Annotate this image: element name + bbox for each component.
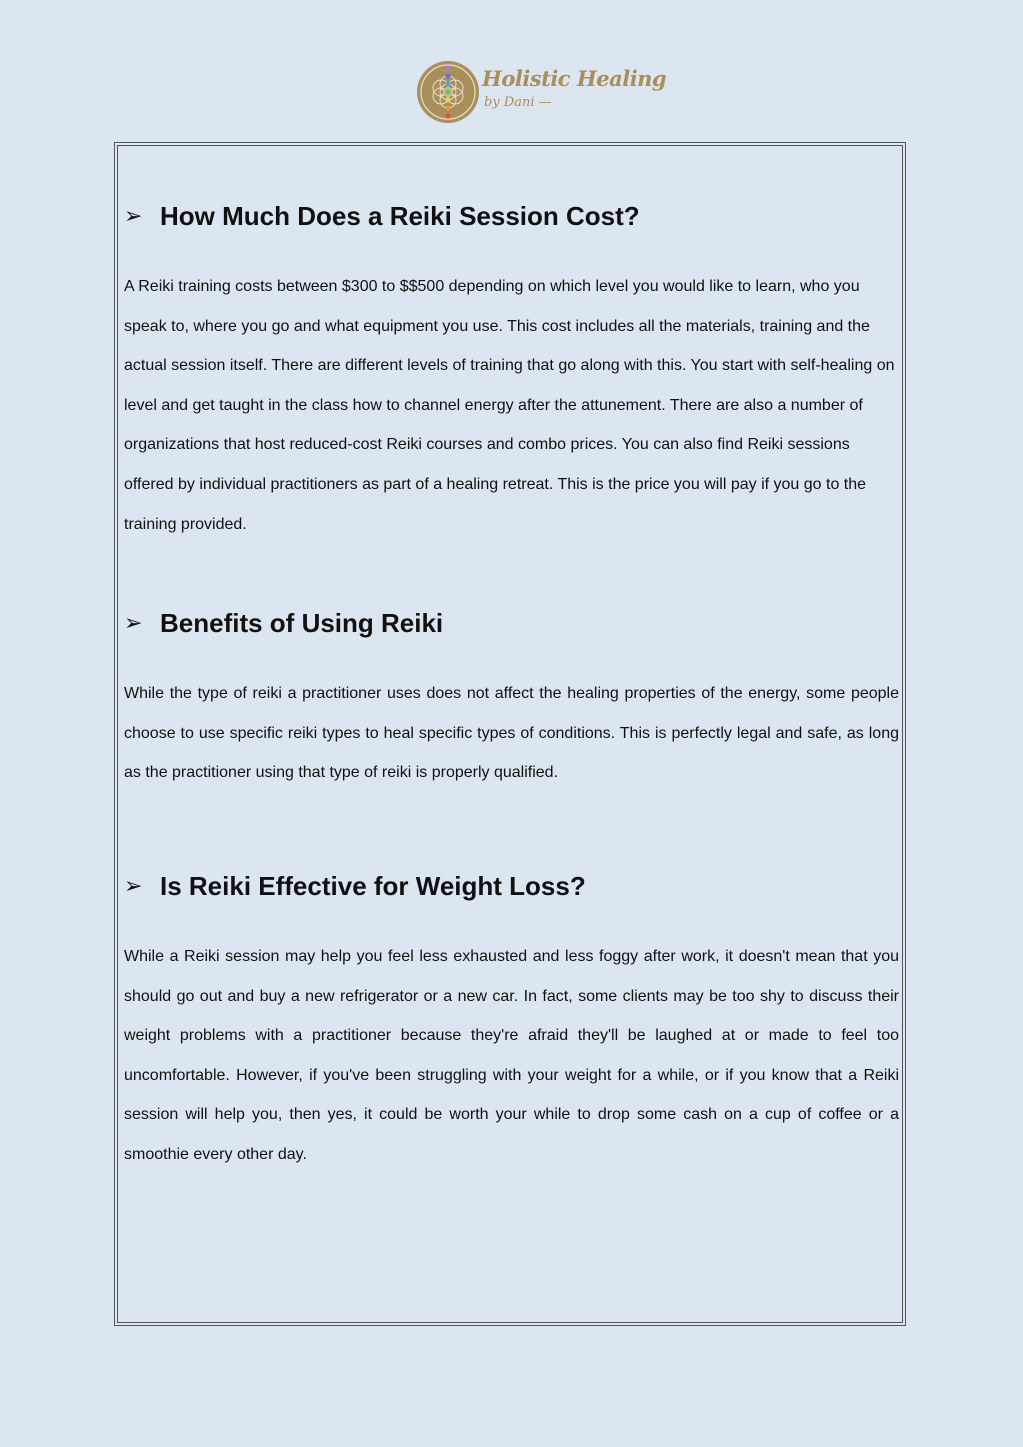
section-heading-benefits <box>124 606 443 640</box>
section-heading-weight-loss <box>124 869 586 903</box>
brand-title: Holistic Healing <box>482 66 667 91</box>
arrow-bullet-icon: ➢ <box>124 873 143 898</box>
section-body-cost: A Reiki training costs between $300 to $$500 depending on which level you would like to learn, who you speak to, where you go and what equipment you use. This cost includes all the materials, training and the actual session itself. There are different levels of training that go along with this. You start with self-healing on level and get taught in the class how to channel energy after the attunement. There are also a number of organizations that host reduced-cost Reiki courses and combo prices. You can also find Reiki sessions offered by individual practitioners as part of a healing retreat. This is the price you will pay if you go to the training provided. <box>124 278 895 533</box>
section-heading-text: Benefits of Using Reiki <box>160 608 444 638</box>
flower-of-life-icon <box>414 58 482 126</box>
section-heading-text: How Much Does a Reiki Session Cost? <box>160 201 640 231</box>
section-body-benefits: While the type of reiki a practitioner uses does not affect the healing properties of the energy, some people choose to use specific reiki types to heal specific types of conditions. This is perfectly legal and safe, as long as the practitioner using that type of reiki is properly qualified. <box>124 685 899 782</box>
section-body-weight-loss: While a Reiki session may help you feel less exhausted and less foggy after work, it doesn't mean that you should go out and buy a new refrigerator or a new car. In fact, some clients may be too shy to discuss their weight problems with a practitioner because they're afraid they'll be laughed at or made to feel too uncomfortable. However, if you've been struggling with your weight for a while, or if you know that a Reiki session will help you, then yes, it could be worth your while to drop some cash on a cup of coffee or a smoothie every other day. <box>124 948 899 1163</box>
section-heading-cost <box>124 199 640 233</box>
brand-logo <box>414 58 667 130</box>
arrow-bullet-icon: ➢ <box>124 203 143 228</box>
brand-subtitle: by Dani — <box>484 95 552 110</box>
arrow-bullet-icon: ➢ <box>124 610 143 635</box>
section-heading-text: Is Reiki Effective for Weight Loss? <box>160 871 586 901</box>
